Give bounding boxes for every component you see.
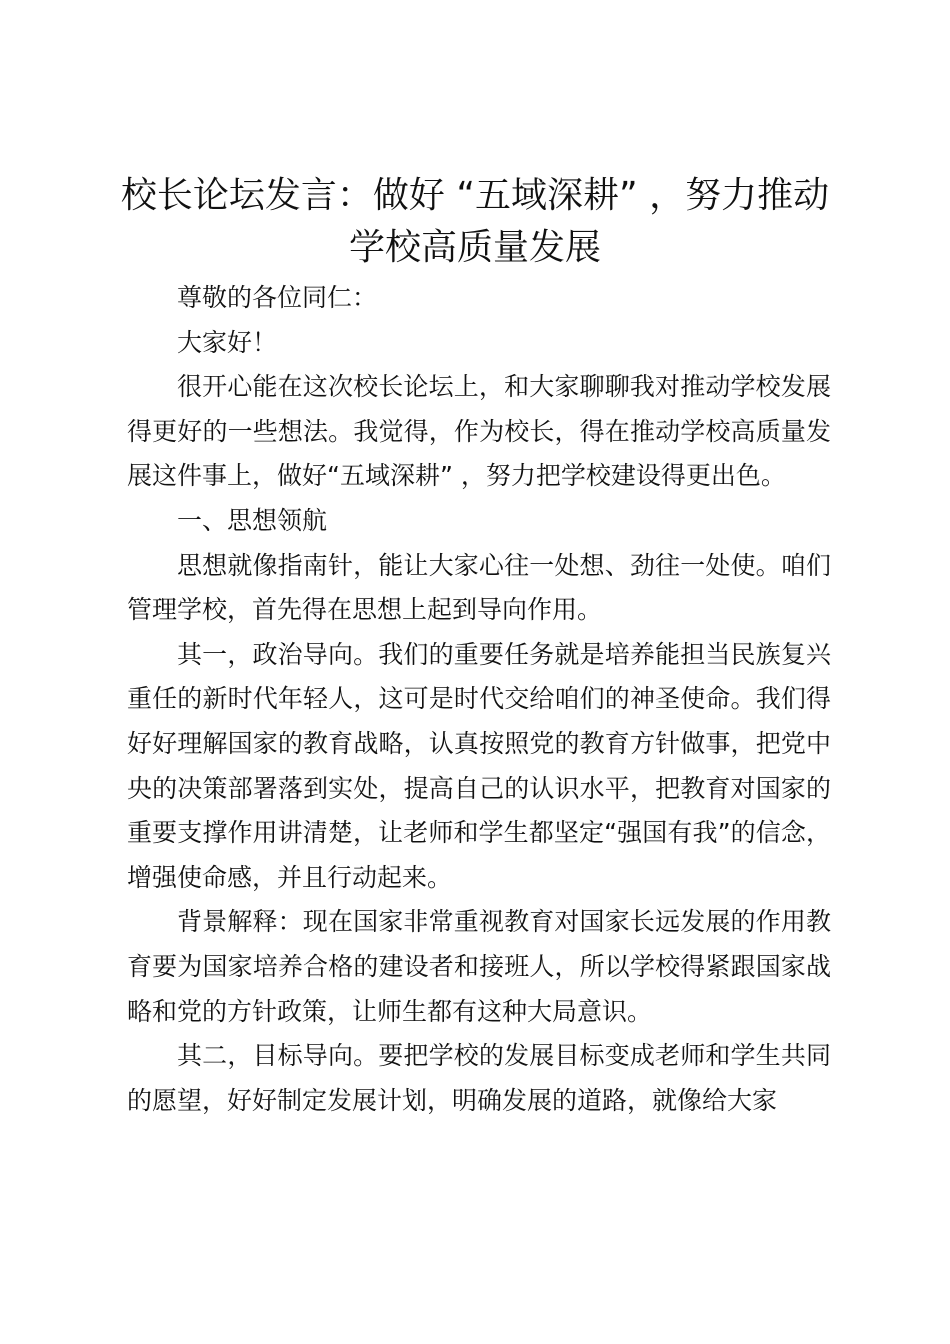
greeting: 大家好！ [177, 327, 278, 357]
body-paragraph: 其二，目标导向。要把学校的发展目标变成老师和学生共同的愿望，好好制定发展计划，明确发展的道路，就像给大家 [127, 1041, 831, 1115]
document-title: 校长论坛发言：做好 “五域深耕” ，努力推动学校高质量发展 [120, 175, 830, 268]
intro-paragraph: 很开心能在这次校长论坛上，和大家聊聊我对推动学校发展得更好的一些想法。我觉得，作为校长，得在推动学校高质量发展这件事上，做好“五域深耕” ，努力把学校建设得更出色。 [127, 372, 831, 491]
body-paragraph: 思想就像指南针，能让大家心往一处想、劲往一处使。咱们管理学校，首先得在思想上起到导向作用。 [127, 550, 831, 625]
section-heading: 一、思想领航 [177, 505, 328, 535]
body-paragraph: 其一，政治导向。我们的重要任务就是培养能担当民族复兴重任的新时代年轻人，这可是时代交给咱们的神圣使命。我们得好好理解国家的教育战略，认真按照党的教育方针做事，把党中央的决策部署落到实处，提高自己的认识水平，把教育对国家的重要支撑作用讲清楚，让老师和学生都坚定“强国有我”的信念，增强使命感，并且行动起来。 [127, 639, 831, 892]
document-body [127, 276, 831, 1123]
body-paragraph: 背景解释：现在国家非常重视教育对国家长远发展的作用教育要为国家培养合格的建设者和接班人，所以学校得紧跟国家战略和党的方针政策，让师生都有这种大局意识。 [127, 907, 831, 1026]
salutation: 尊敬的各位同仁： [177, 283, 378, 312]
